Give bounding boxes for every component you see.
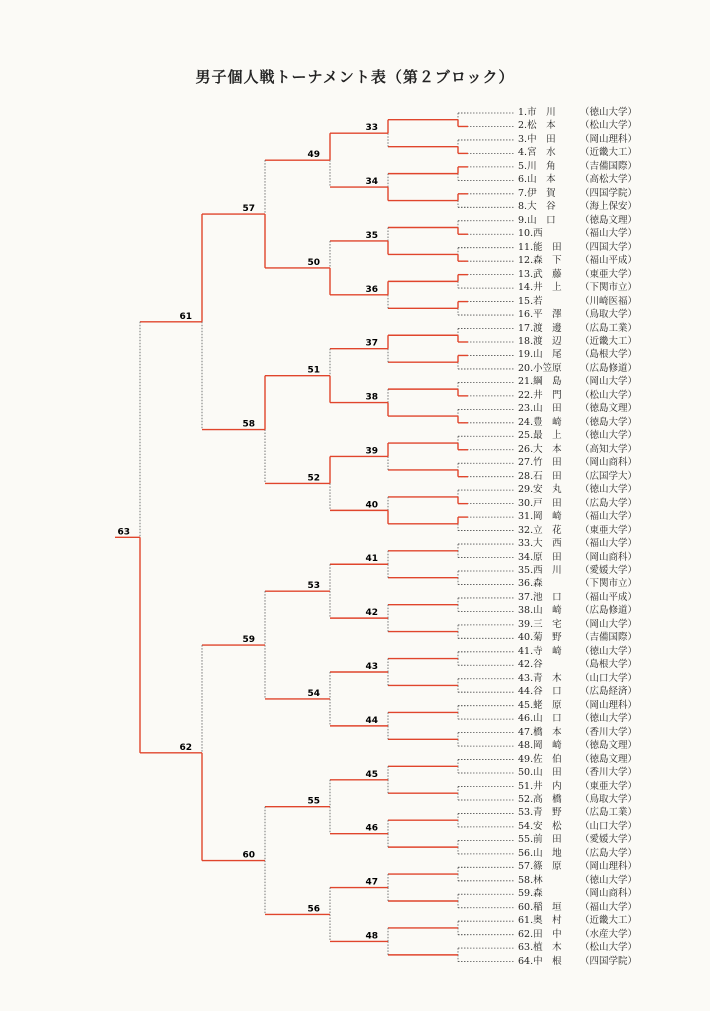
match-number: 42 — [365, 608, 378, 619]
player-entry — [518, 323, 637, 335]
match-number-box — [461, 924, 475, 934]
player-entry — [518, 875, 637, 887]
match-number: 46 — [365, 823, 378, 834]
player-entry — [518, 915, 637, 927]
player-name: 13.武 藤 — [518, 268, 562, 280]
match-number-box — [461, 762, 475, 772]
match-number: 56 — [307, 904, 320, 915]
match-number-box — [461, 897, 475, 907]
player-name: 57.篠 原 — [518, 861, 562, 873]
player-name: 35.西 川 — [518, 564, 562, 576]
player-name: 47.橋 本 — [518, 726, 562, 738]
match-number: 38 — [365, 392, 378, 403]
player-name: 34.原 田 — [518, 551, 562, 563]
player-entry — [518, 525, 637, 537]
player-school: （徳島文理） — [580, 214, 638, 226]
player-school: （岡山大学） — [580, 376, 638, 388]
match-number-box — [461, 331, 475, 341]
player-name: 19.山 尾 — [518, 349, 562, 361]
player-school: （徳山大学） — [580, 874, 638, 886]
player-name: 44.谷 口 — [518, 686, 562, 698]
player-name: 10.西 — [518, 228, 543, 240]
player-school: （島根大学） — [580, 349, 638, 361]
match-number: 44 — [365, 715, 378, 726]
player-school: （広島修道） — [580, 605, 638, 617]
match-number-box — [461, 493, 475, 503]
player-entry — [518, 107, 637, 119]
player-name: 2.松 本 — [518, 120, 556, 132]
player-entry — [518, 686, 637, 698]
player-school: （島根大学） — [580, 659, 638, 671]
player-entry — [518, 120, 637, 132]
player-school: （鳥取大学） — [580, 793, 638, 805]
player-name: 63.植 木 — [518, 942, 562, 954]
player-entry — [518, 471, 637, 483]
player-name: 27.竹 田 — [518, 457, 562, 469]
match-number: 59 — [242, 635, 255, 646]
player-entry — [518, 134, 637, 146]
match-number: 41 — [365, 554, 378, 565]
player-school: （松山大学） — [580, 389, 638, 401]
match-number: 63 — [117, 527, 130, 538]
match-number-box — [461, 627, 475, 637]
player-school: （吉備国際） — [580, 632, 638, 644]
player-name: 11.能 田 — [518, 241, 562, 253]
player-name: 52.高 橋 — [518, 793, 562, 805]
player-school: （川崎医福） — [580, 295, 638, 307]
match-number: 61 — [179, 311, 192, 322]
player-entry — [518, 659, 637, 671]
match-number: 39 — [365, 446, 378, 457]
player-name: 46.山 口 — [518, 713, 562, 725]
player-school: （広島大学） — [580, 497, 638, 509]
match-number: 33 — [365, 123, 378, 134]
player-entry — [518, 861, 637, 873]
match-number-box — [461, 412, 475, 422]
player-school: （岡山大学） — [580, 618, 638, 630]
player-entry — [518, 578, 637, 590]
player-name: 31.岡 崎 — [518, 511, 562, 523]
player-school: （岡山商科） — [580, 457, 638, 469]
player-name: 29.安 丸 — [518, 484, 562, 496]
match-number: 55 — [307, 796, 320, 807]
player-entry — [518, 296, 637, 308]
player-school: （水産大学） — [580, 928, 638, 940]
player-school: （福山平成） — [580, 591, 638, 603]
player-entry — [518, 511, 637, 523]
player-school: （岡山理科） — [580, 861, 638, 873]
player-entry — [518, 444, 637, 456]
player-entry — [518, 417, 637, 429]
match-number-box — [461, 223, 475, 233]
player-entry — [518, 632, 637, 644]
match-number-box — [461, 142, 475, 152]
player-name: 36.森 — [518, 578, 543, 590]
player-name: 7.伊 賀 — [518, 187, 556, 199]
match-number: 36 — [365, 284, 378, 295]
player-name: 5.川 角 — [518, 160, 556, 172]
match-number: 62 — [179, 742, 192, 753]
match-number: 49 — [307, 150, 320, 161]
player-school: （岡山商科） — [580, 551, 638, 563]
player-entry — [518, 902, 637, 914]
player-entry — [518, 228, 637, 240]
player-school: （広島修道） — [580, 362, 638, 374]
player-school: （下関市立） — [580, 578, 638, 590]
player-school: （広島工業） — [580, 807, 638, 819]
player-name: 28.石 田 — [518, 470, 562, 482]
player-name: 61.奥 村 — [518, 915, 562, 927]
player-entry — [518, 363, 637, 375]
player-school: （山口大学） — [580, 820, 638, 832]
player-entry — [518, 956, 637, 968]
player-name: 22.井 門 — [518, 389, 562, 401]
player-school: （徳山大学） — [580, 645, 638, 657]
player-name: 56.山 地 — [518, 847, 562, 859]
player-school: （徳島文理） — [580, 403, 638, 415]
match-number: 52 — [307, 473, 320, 484]
player-school: （鳥取大学） — [580, 309, 638, 321]
player-entry — [518, 727, 637, 739]
player-name: 43.青 木 — [518, 672, 562, 684]
player-name: 45.蛯 原 — [518, 699, 562, 711]
match-number: 35 — [365, 230, 378, 241]
player-school: （徳山大学） — [580, 430, 638, 442]
match-number: 34 — [365, 177, 378, 188]
player-school: （四国学院） — [580, 955, 638, 967]
player-name: 39.三 宅 — [518, 618, 562, 630]
player-school: （広島大学） — [580, 847, 638, 859]
player-name: 33.大 西 — [518, 538, 562, 550]
match-number-box — [461, 439, 475, 449]
player-school: （広島工業） — [580, 322, 638, 334]
player-name: 30.戸 田 — [518, 497, 562, 509]
player-name: 40.菊 野 — [518, 632, 562, 644]
player-school: （松山大学） — [580, 942, 638, 954]
player-entry — [518, 376, 637, 388]
match-number-box — [461, 870, 475, 880]
player-name: 9.山 口 — [518, 214, 556, 226]
player-entry — [518, 794, 637, 806]
player-entry — [518, 390, 637, 402]
player-school: （愛媛大学） — [580, 834, 638, 846]
player-entry — [518, 309, 637, 321]
player-school: （東亜大学） — [580, 780, 638, 792]
player-school: （福山大学） — [580, 511, 638, 523]
player-entry — [518, 767, 637, 779]
player-name: 6.山 本 — [518, 174, 556, 186]
player-entry — [518, 565, 637, 577]
player-school: （香川大学） — [580, 767, 638, 779]
player-name: 17.渡 邊 — [518, 322, 562, 334]
player-entry — [518, 848, 637, 860]
match-number-box — [461, 385, 475, 395]
player-school: （岡山理科） — [580, 133, 638, 145]
player-name: 20.小笠原 — [518, 362, 562, 374]
player-name: 24.豊 崎 — [518, 416, 562, 428]
player-school: （愛媛大学） — [580, 564, 638, 576]
player-school: （近畿大工） — [580, 915, 638, 927]
match-number-box — [461, 816, 475, 826]
player-entry — [518, 484, 637, 496]
player-entry — [518, 498, 637, 510]
player-entry — [518, 403, 637, 415]
player-name: 32.立 花 — [518, 524, 562, 536]
player-name: 16.平 澤 — [518, 309, 562, 321]
player-name: 42.谷 — [518, 659, 543, 671]
player-entry — [518, 255, 637, 267]
player-entry — [518, 929, 637, 941]
player-name: 15.若 — [518, 295, 543, 307]
player-entry — [518, 201, 637, 213]
player-entry — [518, 592, 637, 604]
player-entry — [518, 834, 637, 846]
player-name: 50.山 田 — [518, 767, 562, 779]
player-name: 51.井 内 — [518, 780, 562, 792]
player-entry — [518, 821, 637, 833]
player-name: 48.岡 崎 — [518, 740, 562, 752]
player-school: （下関市立） — [580, 282, 638, 294]
match-number-box — [461, 708, 475, 718]
match-number-box — [461, 169, 475, 179]
player-name: 18.渡 辺 — [518, 335, 562, 347]
player-entry — [518, 740, 637, 752]
player-name: 25.最 上 — [518, 430, 562, 442]
player-entry — [518, 619, 637, 631]
match-number-box — [461, 654, 475, 664]
player-name: 41.寺 崎 — [518, 645, 562, 657]
player-entry — [518, 430, 637, 442]
match-number-box — [461, 547, 475, 557]
player-school: （徳島大学） — [580, 416, 638, 428]
player-school: （吉備国際） — [580, 160, 638, 172]
player-name: 49.佐 伯 — [518, 753, 562, 765]
match-number-box — [461, 196, 475, 206]
player-name: 12.森 下 — [518, 255, 562, 267]
player-school: （高松大学） — [580, 174, 638, 186]
player-entry — [518, 147, 637, 159]
player-name: 62.田 中 — [518, 928, 562, 940]
match-number: 54 — [307, 688, 320, 699]
match-number-box — [461, 304, 475, 314]
player-school: （岡山理科） — [580, 699, 638, 711]
player-name: 4.宮 水 — [518, 147, 556, 159]
player-entry — [518, 552, 637, 564]
player-school: （四国学院） — [580, 187, 638, 199]
player-entry — [518, 713, 637, 725]
player-name: 58.林 — [518, 874, 543, 886]
player-school: （高知大学） — [580, 443, 638, 455]
player-entry — [518, 174, 637, 186]
player-name: 21.綱 島 — [518, 376, 562, 388]
match-number-box — [461, 789, 475, 799]
player-entry — [518, 781, 637, 793]
match-number-box — [461, 277, 475, 287]
player-school: （東亜大学） — [580, 268, 638, 280]
player-school: （広島経済） — [580, 686, 638, 698]
player-entry — [518, 700, 637, 712]
player-school: （四国大学） — [580, 241, 638, 253]
player-school: （徳山大学） — [580, 484, 638, 496]
player-school: （福山大学） — [580, 538, 638, 550]
match-number: 48 — [365, 931, 378, 942]
match-number: 47 — [365, 877, 378, 888]
player-entry — [518, 269, 637, 281]
match-number: 51 — [307, 365, 320, 376]
player-school: （福山大学） — [580, 228, 638, 240]
player-name: 59.森 — [518, 888, 543, 900]
player-school: （海上保安） — [580, 201, 638, 213]
player-entry — [518, 349, 637, 361]
match-number: 50 — [307, 257, 320, 268]
player-name: 14.井 上 — [518, 282, 562, 294]
player-school: （徳山大学） — [580, 107, 638, 118]
match-number: 40 — [365, 500, 378, 511]
match-number: 37 — [365, 338, 378, 349]
match-number-box — [461, 520, 475, 530]
player-school: （近畿大工） — [580, 335, 638, 347]
player-school: （岡山商科） — [580, 888, 638, 900]
player-school: （広国学大） — [580, 470, 638, 482]
player-name: 64.中 根 — [518, 955, 562, 967]
player-entry — [518, 942, 637, 954]
player-name: 26.大 本 — [518, 443, 562, 455]
match-number-box — [461, 681, 475, 691]
player-entry — [518, 605, 637, 617]
player-school: （近畿大工） — [580, 147, 638, 159]
player-name: 1.市 川 — [518, 107, 556, 118]
player-name: 8.大 谷 — [518, 201, 556, 213]
player-entry — [518, 215, 637, 227]
player-entry — [518, 538, 637, 550]
player-school: （福山平成） — [580, 255, 638, 267]
match-number-box — [461, 115, 475, 125]
match-number-box — [461, 843, 475, 853]
player-name: 55.前 田 — [518, 834, 562, 846]
player-entry — [518, 282, 637, 294]
player-name: 54.安 松 — [518, 820, 562, 832]
player-school: （東亜大学） — [580, 524, 638, 536]
player-entry — [518, 457, 637, 469]
match-number: 45 — [365, 769, 378, 780]
match-number-box — [461, 250, 475, 260]
player-entry — [518, 673, 637, 685]
player-entry — [518, 188, 637, 200]
player-name: 60.稲 垣 — [518, 901, 562, 913]
player-entry — [518, 161, 637, 173]
player-name: 3.中 田 — [518, 133, 556, 145]
match-number-box — [461, 573, 475, 583]
player-entry — [518, 754, 637, 766]
player-school: （徳山大学） — [580, 713, 638, 725]
player-name: 53.青 野 — [518, 807, 562, 819]
player-entry — [518, 242, 637, 254]
player-entry — [518, 646, 637, 658]
match-number: 60 — [242, 850, 255, 861]
player-school: （香川大学） — [580, 726, 638, 738]
player-school: （徳島文理） — [580, 740, 638, 752]
player-school: （松山大学） — [580, 120, 638, 132]
player-entry — [518, 336, 637, 348]
page-title: 男子個人戦トーナメント表（第２ブロック） — [195, 68, 515, 86]
player-school: （福山大学） — [580, 901, 638, 913]
player-name: 38.山 崎 — [518, 605, 562, 617]
player-school: （山口大学） — [580, 672, 638, 684]
match-number-box — [461, 951, 475, 961]
match-number: 43 — [365, 662, 378, 673]
player-school: （徳島文理） — [580, 753, 638, 765]
player-entry — [518, 807, 637, 819]
player-name: 37.池 口 — [518, 591, 562, 603]
player-name: 23.山 田 — [518, 403, 562, 415]
match-number-box — [461, 600, 475, 610]
match-number-box — [461, 735, 475, 745]
match-number-box — [461, 466, 475, 476]
player-entry — [518, 888, 637, 900]
match-number-box — [461, 358, 475, 368]
match-number: 53 — [307, 581, 320, 592]
match-number: 57 — [242, 204, 255, 215]
match-number: 58 — [242, 419, 255, 430]
